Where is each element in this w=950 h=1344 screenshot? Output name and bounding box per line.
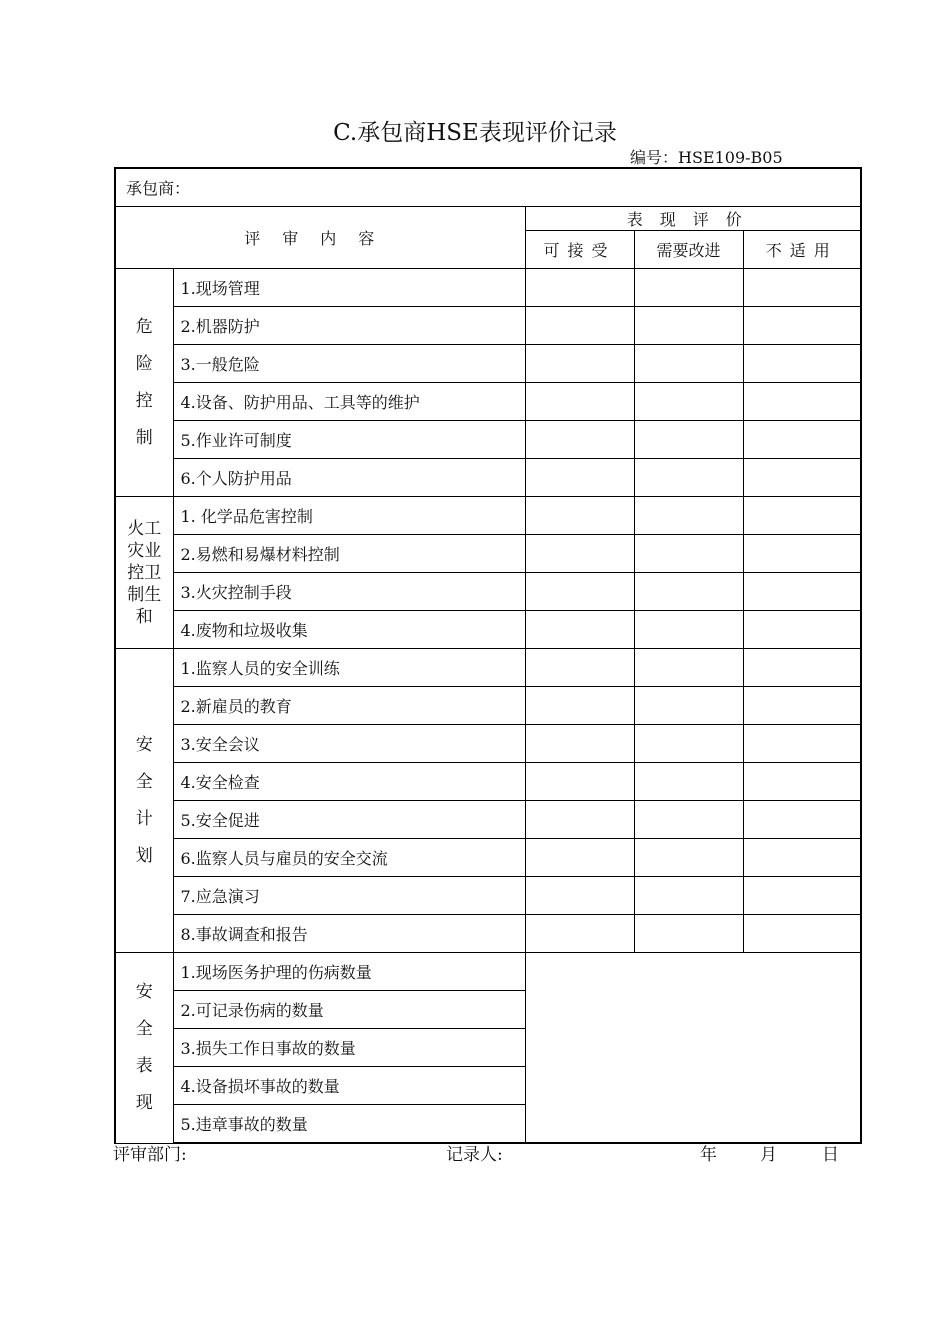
item-label: 2.易燃和易爆材料控制 <box>173 535 525 573</box>
cell-needs-improvement[interactable] <box>634 535 743 573</box>
cell-needs-improvement[interactable] <box>634 345 743 383</box>
title-code: HSE <box>426 120 479 146</box>
recorder-label: 记录人: <box>446 1145 503 1165</box>
item-label: 3.损失工作日事故的数量 <box>173 1029 525 1067</box>
cell-needs-improvement[interactable] <box>634 649 743 687</box>
cell-needs-improvement[interactable] <box>634 269 743 307</box>
cell-not-applicable[interactable] <box>743 915 861 953</box>
cell-needs-improvement[interactable] <box>634 421 743 459</box>
year-label: 年 <box>700 1145 717 1165</box>
cell-not-applicable[interactable] <box>743 535 861 573</box>
cell-needs-improvement[interactable] <box>634 915 743 953</box>
item-label: 7.应急演习 <box>173 877 525 915</box>
item-label: 3.火灾控制手段 <box>173 573 525 611</box>
cell-not-applicable[interactable] <box>743 839 861 877</box>
item-label: 6.个人防护用品 <box>173 459 525 497</box>
category-char: 全 <box>135 1018 153 1039</box>
review-content-header: 评审内容 <box>115 207 525 269</box>
category-char: 灾业 <box>127 540 162 561</box>
cell-needs-improvement[interactable] <box>634 687 743 725</box>
cell-not-applicable[interactable] <box>743 877 861 915</box>
cell-not-applicable[interactable] <box>743 725 861 763</box>
title-main: 承包商 <box>357 120 427 146</box>
cell-acceptable[interactable] <box>525 763 634 801</box>
cell-not-applicable[interactable] <box>743 497 861 535</box>
category-char: 安 <box>135 734 153 755</box>
cell-acceptable[interactable] <box>525 839 634 877</box>
day-label: 日 <box>822 1145 839 1165</box>
item-label: 3.安全会议 <box>173 725 525 763</box>
item-label: 1. 化学品危害控制 <box>173 497 525 535</box>
category-char: 危 <box>135 316 153 337</box>
item-label: 3.一般危险 <box>173 345 525 383</box>
cell-not-applicable[interactable] <box>743 687 861 725</box>
item-label: 4.安全检查 <box>173 763 525 801</box>
cell-not-applicable[interactable] <box>743 307 861 345</box>
item-label: 1.现场医务护理的伤病数量 <box>173 953 525 991</box>
title-prefix: C. <box>333 120 358 146</box>
cell-not-applicable[interactable] <box>743 269 861 307</box>
cell-needs-improvement[interactable] <box>634 459 743 497</box>
cell-not-applicable[interactable] <box>743 801 861 839</box>
cell-not-applicable[interactable] <box>743 611 861 649</box>
cell-needs-improvement[interactable] <box>634 763 743 801</box>
performance-notes-area[interactable] <box>525 953 861 1144</box>
cell-acceptable[interactable] <box>525 421 634 459</box>
category-char: 安 <box>135 981 153 1002</box>
category-char: 控卫 <box>127 562 162 583</box>
cell-acceptable[interactable] <box>525 345 634 383</box>
cell-acceptable[interactable] <box>525 383 634 421</box>
item-label: 5.安全促进 <box>173 801 525 839</box>
item-label: 1.现场管理 <box>173 269 525 307</box>
category-char: 制生 <box>127 584 162 605</box>
category-char: 和 <box>135 606 153 627</box>
cell-needs-improvement[interactable] <box>634 573 743 611</box>
item-label: 6.监察人员与雇员的安全交流 <box>173 839 525 877</box>
category-char: 全 <box>135 771 153 792</box>
item-label: 2.新雇员的教育 <box>173 687 525 725</box>
cell-needs-improvement[interactable] <box>634 383 743 421</box>
item-label: 5.作业许可制度 <box>173 421 525 459</box>
cell-not-applicable[interactable] <box>743 573 861 611</box>
cell-acceptable[interactable] <box>525 459 634 497</box>
item-label: 4.废物和垃圾收集 <box>173 611 525 649</box>
item-label: 4.设备、防护用品、工具等的维护 <box>173 383 525 421</box>
cell-needs-improvement[interactable] <box>634 725 743 763</box>
cell-not-applicable[interactable] <box>743 763 861 801</box>
title-suffix: 表现评价记录 <box>478 120 617 146</box>
column-acceptable: 可接受 <box>525 231 634 269</box>
category-safety-performance <box>115 953 173 1144</box>
item-label: 2.可记录伤病的数量 <box>173 991 525 1029</box>
category-fire-control-hygiene <box>115 497 173 649</box>
cell-acceptable[interactable] <box>525 801 634 839</box>
category-char: 现 <box>135 1092 153 1113</box>
cell-acceptable[interactable] <box>525 573 634 611</box>
category-safety-plan <box>115 649 173 953</box>
cell-acceptable[interactable] <box>525 725 634 763</box>
cell-needs-improvement[interactable] <box>634 497 743 535</box>
cell-needs-improvement[interactable] <box>634 877 743 915</box>
cell-not-applicable[interactable] <box>743 383 861 421</box>
month-label: 月 <box>760 1145 777 1165</box>
category-hazard-control <box>115 269 173 497</box>
cell-acceptable[interactable] <box>525 307 634 345</box>
cell-acceptable[interactable] <box>525 649 634 687</box>
review-department-label: 评审部门: <box>113 1145 187 1165</box>
cell-acceptable[interactable] <box>525 497 634 535</box>
item-label: 4.设备损坏事故的数量 <box>173 1067 525 1105</box>
item-label: 5.违章事故的数量 <box>173 1105 525 1144</box>
category-char: 控 <box>135 390 153 411</box>
cell-acceptable[interactable] <box>525 877 634 915</box>
cell-needs-improvement[interactable] <box>634 307 743 345</box>
item-label: 1.监察人员的安全训练 <box>173 649 525 687</box>
item-label: 2.机器防护 <box>173 307 525 345</box>
item-label: 8.事故调查和报告 <box>173 915 525 953</box>
cell-acceptable[interactable] <box>525 915 634 953</box>
document-title <box>0 114 950 147</box>
cell-acceptable[interactable] <box>525 687 634 725</box>
cell-acceptable[interactable] <box>525 611 634 649</box>
cell-acceptable[interactable] <box>525 269 634 307</box>
category-char: 计 <box>135 808 153 829</box>
column-needs-improvement: 需要改进 <box>634 231 743 269</box>
category-char: 表 <box>135 1055 153 1076</box>
contractor-field[interactable]: 承包商： <box>115 168 861 207</box>
category-char: 火工 <box>127 518 162 539</box>
cell-not-applicable[interactable] <box>743 649 861 687</box>
document-number: 编号：HSE109-B05 <box>630 148 783 167</box>
category-char: 划 <box>135 845 153 866</box>
cell-not-applicable[interactable] <box>743 459 861 497</box>
cell-needs-improvement[interactable] <box>634 801 743 839</box>
evaluation-header: 表现评价 <box>525 207 861 231</box>
column-not-applicable: 不适用 <box>743 231 861 269</box>
cell-acceptable[interactable] <box>525 535 634 573</box>
category-char: 险 <box>135 353 153 374</box>
category-char: 制 <box>135 427 153 448</box>
cell-needs-improvement[interactable] <box>634 611 743 649</box>
evaluation-form <box>114 167 862 1144</box>
cell-needs-improvement[interactable] <box>634 839 743 877</box>
cell-not-applicable[interactable] <box>743 345 861 383</box>
cell-not-applicable[interactable] <box>743 421 861 459</box>
